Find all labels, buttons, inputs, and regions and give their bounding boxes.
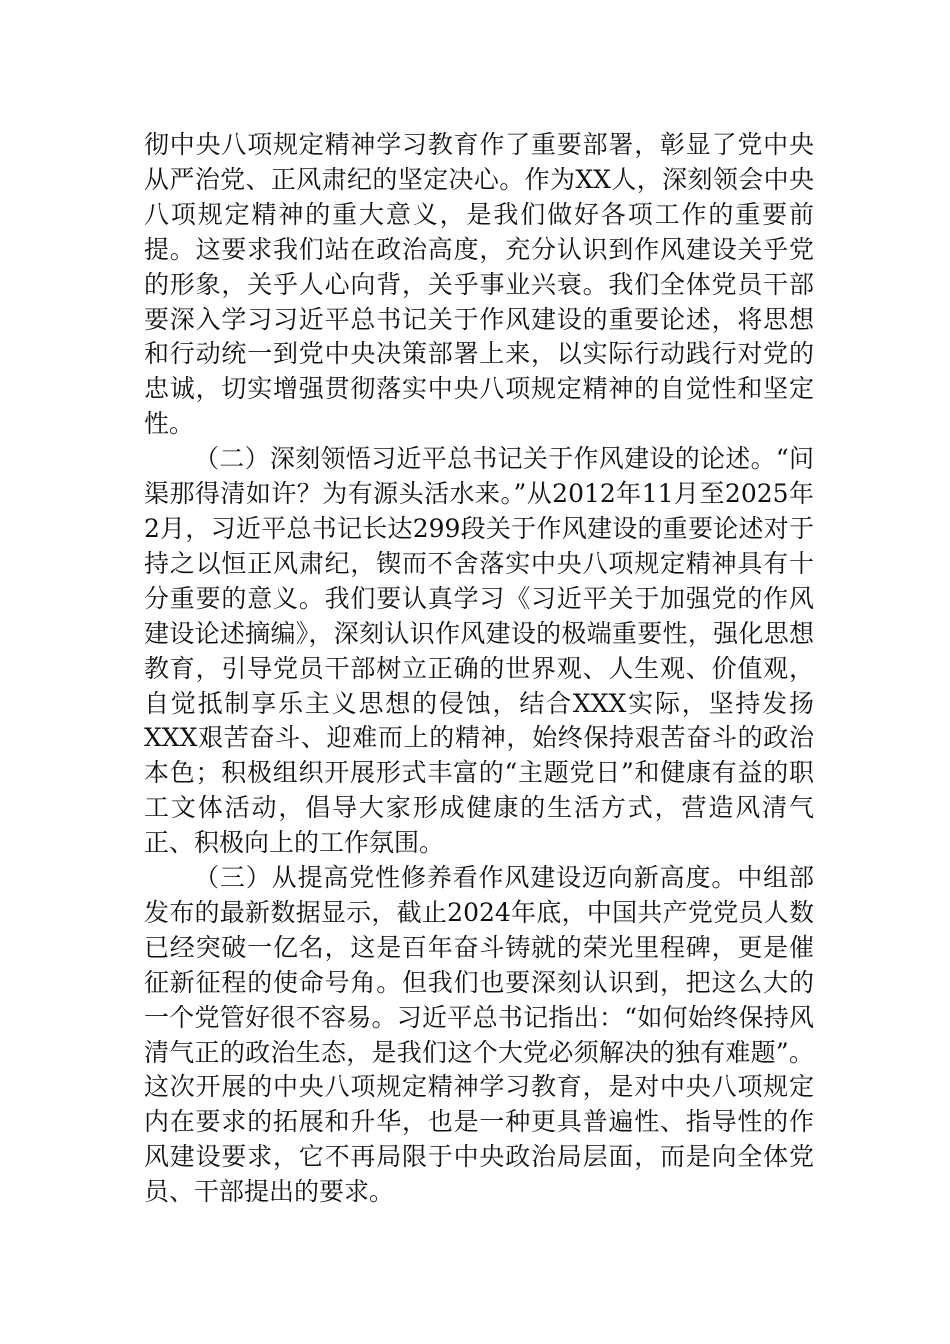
paragraph-2: （二）深刻领悟习近平总书记关于作风建设的论述。“问渠那得清如许？为有源头活水来。”从2012年11月至2025年2月，习近平总书记长达299段关于作风建设的重要论述对于持之以恒正风肃纪，锲而不舍落实中央八项规定精神具有十分重要的意义。我们要认真学习《习近平关于加强党的作风建设论述摘编》，深刻认识作风建设的极端重要性，强化思想教育，引导党员干部树立正确的世界观、人生观、价值观，自觉抵制享乐主义思想的侵蚀，结合XXX实际，坚持发扬XXX艰苦奋斗、迎难而上的精神，始终保持艰苦奋斗的政治本色；积极组织开展形式丰富的“主题党日”和健康有益的职工文体活动，倡导大家形成健康的生活方式，营造风清气正、积极向上的工作氛围。 bbox=[144, 444, 814, 858]
paragraph-3: （三）从提高党性修养看作风建设迈向新高度。中组部发布的最新数据显示，截止2024年底，中国共产党党员人数已经突破一亿名，这是百年奋斗铸就的荣光里程碑，更是催征新征程的使命号角。但我们也要深刻认识到，把这么大的一个党管好很不容易。习近平总书记指出：“如何始终保持风清气正的政治生态，是我们这个大党必须解决的独有难题”。这次开展的中央八项规定精神学习教育，是对中央八项规定内在要求的拓展和升华，也是一种更具普遍性、指导性的作风建设要求，它不再局限于中央政治局层面，而是向全体党员、干部提出的要求。 bbox=[144, 863, 814, 1207]
paragraph-1: 彻中央八项规定精神学习教育作了重要部署，彰显了党中央从严治党、正风肃纪的坚定决心。作为XX人，深刻领会中央八项规定精神的重大意义，是我们做好各项工作的重要前提。这要求我们站在政治高度，充分认识到作风建设关乎党的形象，关乎人心向背，关乎事业兴衰。我们全体党员干部要深入学习习近平总书记关于作风建设的重要论述，将思想和行动统一到党中央决策部署上来，以实际行动践行对党的忠诚，切实增强贯彻落实中央八项规定精神的自觉性和坚定性。 bbox=[144, 130, 814, 439]
document-body bbox=[144, 128, 814, 1210]
